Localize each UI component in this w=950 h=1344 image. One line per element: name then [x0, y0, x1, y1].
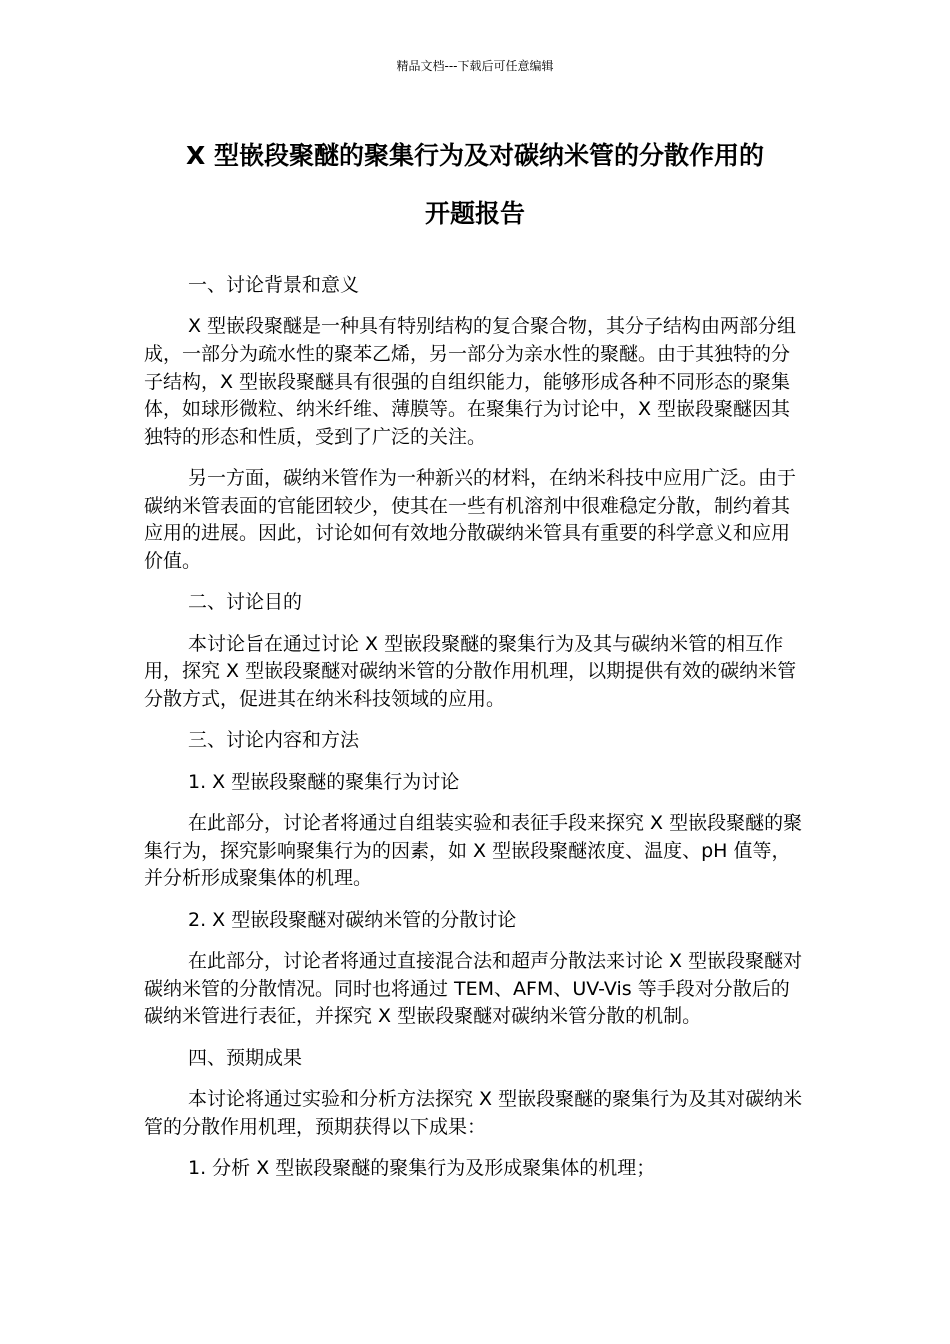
paragraph: 本讨论旨在通过讨论 X 型嵌段聚醚的聚集行为及其与碳纳米管的相互作用，探究 X 型嵌段聚醚对碳纳米管的分散作用机理，以期提供有效的碳纳米管分散方式，促进其在纳米科技领域的应用。	[144, 632, 797, 710]
paragraph: 另一方面，碳纳米管作为一种新兴的材料，在纳米科技中应用广泛。由于碳纳米管表面的官能团较少，使其在一些有机溶剂中很难稳定分散，制约着其应用的进展。因此，讨论如何有效地分散碳纳米管具有重要的科学意义和应用价值。	[144, 467, 797, 572]
paragraph: X 型嵌段聚醚是一种具有特别结构的复合聚合物，其分子结构由两部分组成，一部分为疏水性的聚苯乙烯，另一部分为亲水性的聚醚。由于其独特的分子结构，X 型嵌段聚醚具有很强的自组织能力，能够形成各种不同形态的聚集体，如球形微粒、纳米纤维、薄膜等。在聚集行为讨论中，X 型嵌段聚醚因其独特的形态和性质，受到了广泛的关注。	[144, 315, 797, 448]
document-title-line-2: 开题报告	[424, 199, 525, 228]
subsection-heading: 1. X 型嵌段聚醚的聚集行为讨论	[188, 770, 460, 793]
list-item: 1. 分析 X 型嵌段聚醚的聚集行为及形成聚集体的机理；	[188, 1157, 656, 1179]
subsection-heading: 2. X 型嵌段聚醚对碳纳米管的分散讨论	[188, 908, 517, 931]
section-heading-background: 一、讨论背景和意义	[188, 274, 360, 296]
document-body	[144, 272, 808, 1196]
section-heading-purpose: 二、讨论目的	[188, 591, 303, 614]
section-heading-content-methods: 三、讨论内容和方法	[188, 729, 360, 752]
section-heading-expected-results: 四、预期成果	[188, 1046, 303, 1069]
paragraph: 本讨论将通过实验和分析方法探究 X 型嵌段聚醚的聚集行为及其对碳纳米管的分散作用机理，预期获得以下成果：	[144, 1088, 803, 1138]
page-header: 精品文档---下载后可任意编辑	[396, 59, 554, 73]
paragraph: 在此部分，讨论者将通过直接混合法和超声分散法来讨论 X 型嵌段聚醚对碳纳米管的分散情况。同时也将通过 TEM、AFM、UV-Vis 等手段对分散后的碳纳米管进行表征，并探究 X 型嵌段聚醚对碳纳米管分散的机制。	[144, 950, 803, 1028]
paragraph: 在此部分，讨论者将通过自组装实验和表征手段来探究 X 型嵌段聚醚的聚集行为，探究影响聚集行为的因素，如 X 型嵌段聚醚浓度、温度、pH 值等，并分析形成聚集体的机理。	[144, 812, 803, 890]
document-title-line-1: X 型嵌段聚醚的聚集行为及对碳纳米管的分散作用的	[186, 141, 764, 170]
